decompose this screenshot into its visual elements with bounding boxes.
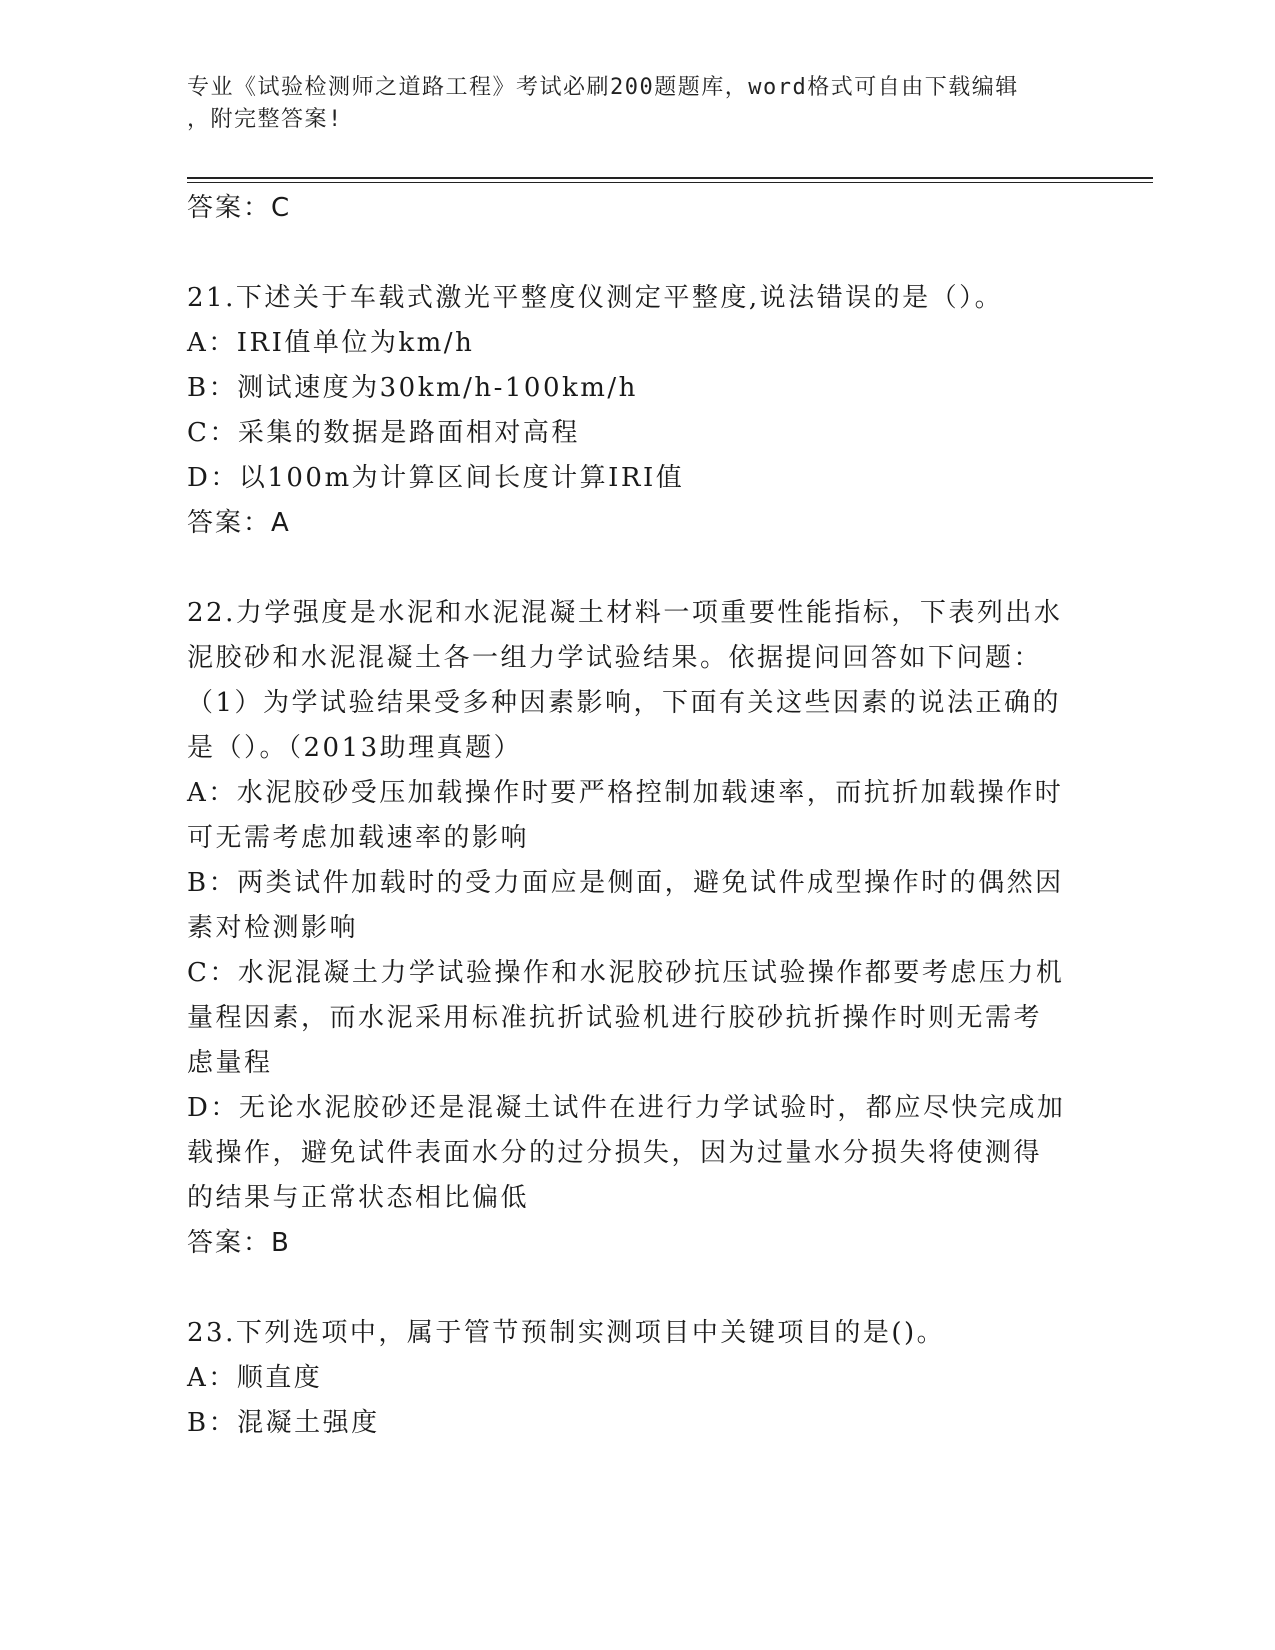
question-stem-line: 22.力学强度是水泥和水泥混凝土材料一项重要性能指标，下表列出水 — [187, 598, 1063, 628]
option-a: A：IRI值单位为km/h — [187, 328, 475, 358]
question-21 — [187, 276, 1087, 546]
header-line-1: 专业《试验检测师之道路工程》考试必刷200题题库，word格式可自由下载编辑 — [187, 75, 1019, 100]
page-header — [187, 72, 1067, 136]
option-d-line: 的结果与正常状态相比偏低 — [187, 1183, 530, 1213]
question-stem-line: 是（）。（2013助理真题） — [187, 733, 523, 763]
option-c-line: C：水泥混凝土力学试验操作和水泥胶砂抗压试验操作都要考虑压力机 — [187, 958, 1065, 988]
spacer — [187, 231, 1087, 276]
spacer — [187, 1266, 1087, 1311]
spacer — [187, 546, 1087, 591]
previous-answer: 答案：C — [187, 193, 292, 223]
option-a: A：顺直度 — [187, 1363, 323, 1393]
option-b: B：混凝土强度 — [187, 1408, 380, 1438]
option-b-line: B：两类试件加载时的受力面应是侧面，避免试件成型操作时的偶然因 — [187, 868, 1064, 898]
option-b: B：测试速度为30km/h-100km/h — [187, 373, 638, 403]
option-d-line: D：无论水泥胶砂还是混凝土试件在进行力学试验时，都应尽快完成加 — [187, 1093, 1066, 1123]
option-c-line: 量程因素，而水泥采用标准抗折试验机进行胶砂抗折操作时则无需考 — [187, 1003, 1043, 1033]
option-c: C：采集的数据是路面相对高程 — [187, 418, 580, 448]
question-stem: 23.下列选项中，属于管节预制实测项目中关键项目的是()。 — [187, 1318, 946, 1348]
question-stem-line: （1）为学试验结果受多种因素影响，下面有关这些因素的说法正确的 — [187, 688, 1062, 718]
question-22 — [187, 591, 1087, 1266]
header-line-2: ，附完整答案! — [187, 107, 343, 132]
answer: 答案：B — [187, 1228, 291, 1258]
option-c-line: 虑量程 — [187, 1048, 273, 1078]
option-d: D：以100m为计算区间长度计算IRI值 — [187, 463, 685, 493]
question-stem: 21.下述关于车载式激光平整度仪测定平整度,说法错误的是（）。 — [187, 283, 1004, 313]
question-stem-line: 泥胶砂和水泥混凝土各一组力学试验结果。依据提问回答如下问题： — [187, 643, 1043, 673]
question-23 — [187, 1311, 1087, 1446]
option-d-line: 载操作，避免试件表面水分的过分损失，因为过量水分损失将使测得 — [187, 1138, 1043, 1168]
answer: 答案：A — [187, 508, 291, 538]
option-a-line: A：水泥胶砂受压加载操作时要严格控制加载速率，而抗折加载操作时 — [187, 778, 1064, 808]
option-a-line: 可无需考虑加载速率的影响 — [187, 823, 530, 853]
option-b-line: 素对检测影响 — [187, 913, 359, 943]
header-divider — [187, 177, 1153, 183]
question-list — [187, 186, 1087, 1446]
